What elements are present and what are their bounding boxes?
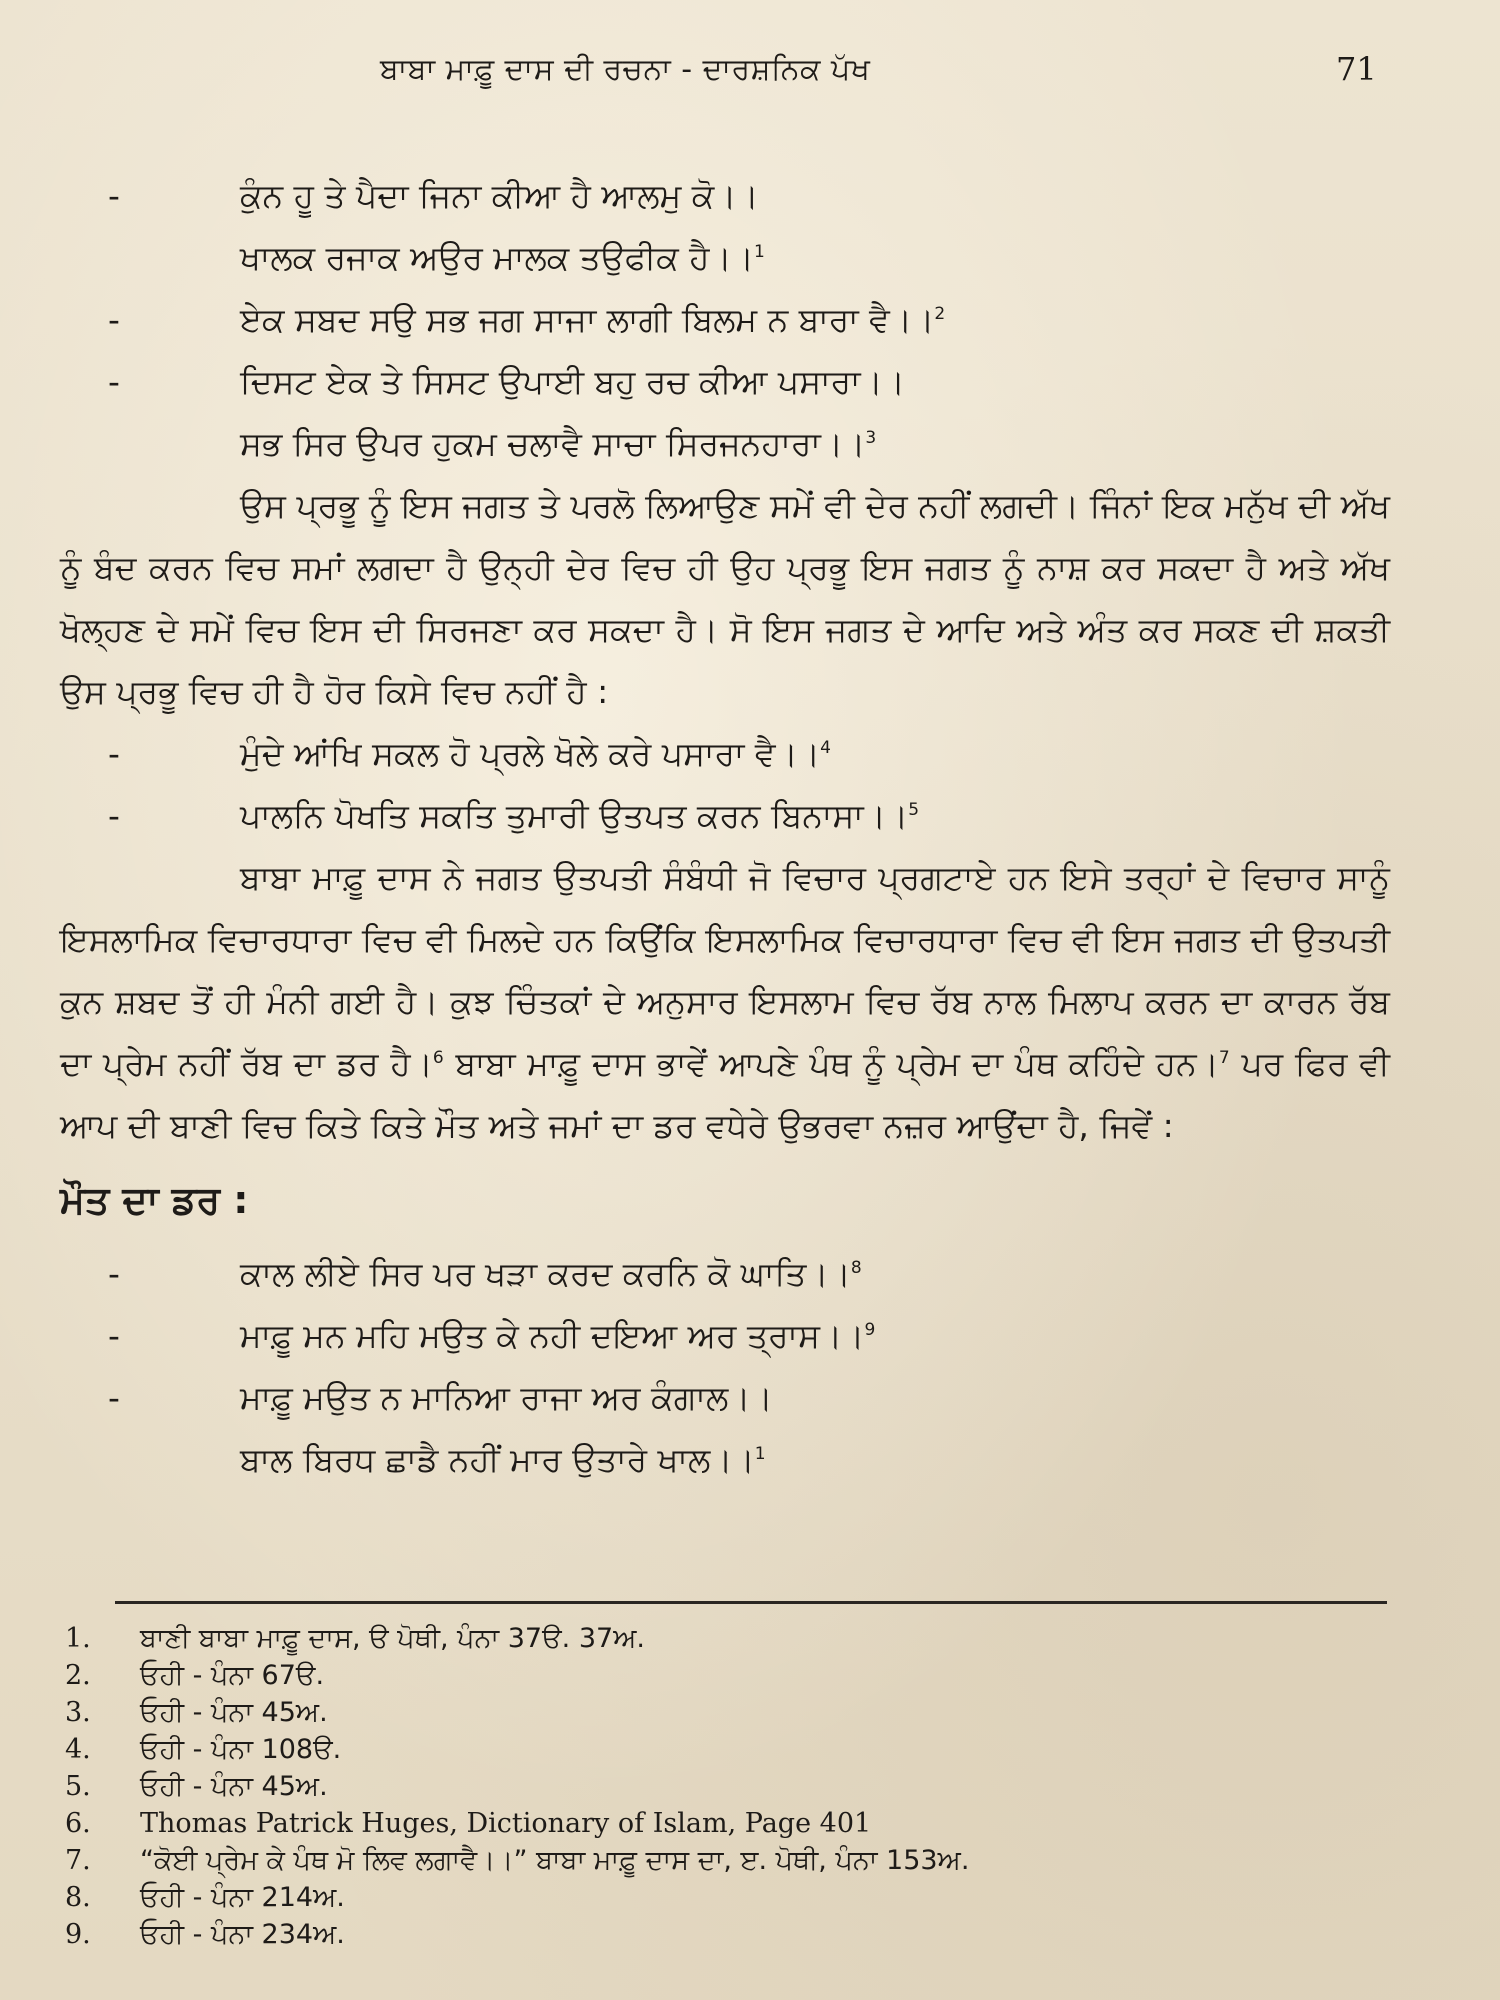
footnote-ref: 3: [865, 428, 877, 448]
verse-text: ਦਿਸਟ ਏਕ ਤੇ ਸਿਸਟ ਉਪਾਈ ਬਹੁ ਰਚ ਕੀਆ ਪਸਾਰਾ।।: [240, 362, 906, 401]
verse-line: [60, 227, 1390, 289]
footnote-text: “ਕੋਈ ਪ੍ਰੇਮ ਕੇ ਪੰਥ ਮੋ ਲਿਵ ਲਗਾਵੈ।।” ਬਾਬਾ ਮਾਫ਼ੂ ਦਾਸ ਦਾ, ੲ. ਪੋਥੀ, ਪੰਨਾ 153ਅ.: [140, 1845, 970, 1876]
verse-line: [60, 723, 1390, 785]
footnote-ref: 4: [820, 738, 831, 758]
verse-line: [60, 1367, 1390, 1429]
body-text: [60, 165, 1390, 1491]
verse-line: [60, 351, 1390, 413]
footnote-number: 4.: [65, 1734, 91, 1765]
footnote-number: 7.: [65, 1845, 91, 1876]
footnote-number: 2.: [65, 1660, 91, 1691]
verse-text: ਪਾਲਨਿ ਪੋਖਤਿ ਸਕਤਿ ਤੁਮਾਰੀ ਉਤਪਤ ਕਰਨ ਬਿਨਾਸਾ।।: [240, 796, 909, 835]
footnote-ref: 2: [934, 304, 946, 324]
footnote-number: 9.: [65, 1919, 91, 1950]
footnote-number: 5.: [65, 1771, 91, 1802]
page-number: 71: [1336, 50, 1377, 88]
footnote: [65, 1805, 1365, 1842]
verse-dash: -: [108, 1316, 120, 1355]
verse-line: [60, 1243, 1390, 1305]
footnote: [65, 1694, 1365, 1731]
footnote-text: ਓਹੀ - ਪੰਨਾ 234ਅ.: [140, 1919, 345, 1950]
footnote-text: ਓਹੀ - ਪੰਨਾ 108ੳ.: [140, 1734, 342, 1765]
paragraph-part: ਬਾਬਾ ਮਾਫ਼ੂ ਦਾਸ ਨੇ ਜਗਤ ਉਤਪਤੀ ਸੰਬੰਧੀ ਜੋ ਵਿਚਾਰ ਪ੍ਰਗਟਾਏ ਹਨ ਇਸੇ ਤਰ੍ਹਾਂ ਦੇ ਵਿਚਾਰ ਸਾਨੂੰ ਇਸਲਾਮਿਕ ਵਿਚਾਰਧਾਰਾ ਵਿਚ ਵੀ ਮਿਲਦੇ ਹਨ ਕਿਉਂਕਿ ਇਸਲਾਮਿਕ ਵਿਚਾਰਧਾਰਾ ਵਿਚ ਵੀ ਇਸ ਜਗਤ ਦੀ ਉਤਪਤੀ ਕੁਨ ਸ਼ਬਦ ਤੋਂ ਹੀ ਮੰਨੀ ਗਈ ਹੈ। ਕੁਝ ਚਿੰਤਕਾਂ ਦੇ ਅਨੁਸਾਰ ਇਸਲਾਮ ਵਿਚ ਰੱਬ ਨਾਲ ਮਿਲਾਪ ਕਰਨ ਦਾ ਕਾਰਨ ਰੱਬ ਦਾ ਪ੍ਰੇਮ ਨਹੀਂ ਰੱਬ ਦਾ ਡਰ ਹੈ।: [60, 858, 1390, 1083]
verse-line: [60, 785, 1390, 847]
footnote: [65, 1731, 1365, 1768]
verse-text: ਮਾਫ਼ੂ ਮਨ ਮਹਿ ਮਉਤ ਕੇ ਨਹੀ ਦਇਆ ਅਰ ਤ੍ਰਾਸ।।: [240, 1316, 865, 1355]
footnote-text: ਬਾਣੀ ਬਾਬਾ ਮਾਫ਼ੂ ਦਾਸ, ੳ ਪੋਥੀ, ਪੰਨਾ 37ੳ. 37ਅ.: [140, 1623, 645, 1654]
footnote-text: ਓਹੀ - ਪੰਨਾ 214ਅ.: [140, 1882, 345, 1913]
footnote-divider: [115, 1601, 1387, 1604]
footnote: [65, 1842, 1365, 1879]
footnote-number: 1.: [65, 1623, 91, 1654]
verse-dash: -: [108, 1254, 120, 1293]
verse-dash: -: [108, 1378, 120, 1417]
footnote-ref: 8: [850, 1258, 862, 1278]
verse-line: [60, 289, 1390, 351]
verse-text: ਕੁੰਨ ਹੂ ਤੇ ਪੈਦਾ ਜਿਨਾ ਕੀਆ ਹੈ ਆਲਮੁ ਕੋ।।: [240, 176, 759, 215]
paragraph-part: ਬਾਬਾ ਮਾਫ਼ੂ ਦਾਸ ਭਾਵੇਂ ਆਪਣੇ ਪੰਥ ਨੂੰ ਪ੍ਰੇਮ ਦਾ ਪੰਥ ਕਹਿੰਦੇ ਹਨ।: [443, 1044, 1219, 1083]
running-title: ਬਾਬਾ ਮਾਫ਼ੂ ਦਾਸ ਦੀ ਰਚਨਾ - ਦਾਰਸ਼ਨਿਕ ਪੱਖ: [380, 52, 871, 87]
footnote-ref: 5: [908, 800, 920, 820]
verse-text: ਮੁੰਦੇ ਆਂਖਿ ਸਕਲ ਹੋ ਪ੍ਰਲੇ ਖੋਲੇ ਕਰੇ ਪਸਾਰਾ ਵੈ।।: [240, 734, 821, 773]
footnote-number: 3.: [65, 1697, 91, 1728]
footnote-text: ਓਹੀ - ਪੰਨਾ 45ਅ.: [140, 1697, 328, 1728]
footnotes: [65, 1620, 1365, 1953]
footnote-text: ਓਹੀ - ਪੰਨਾ 45ਅ.: [140, 1771, 328, 1802]
footnote: [65, 1657, 1365, 1694]
footnote-ref: 9: [864, 1320, 876, 1340]
footnote-text: Thomas Patrick Huges, Dictionary of Islam, Page 401: [140, 1808, 872, 1839]
footnote: [65, 1879, 1365, 1916]
verse-text: ਬਾਲ ਬਿਰਧ ਛਾਡੈ ਨਹੀਂ ਮਾਰ ਉਤਾਰੇ ਖਾਲ।।: [240, 1440, 755, 1479]
verse-dash: -: [108, 300, 120, 339]
footnote: [65, 1620, 1365, 1657]
footnote-text: ਓਹੀ - ਪੰਨਾ 67ੳ.: [140, 1660, 325, 1691]
footnote: [65, 1916, 1365, 1953]
footnote-ref: 1: [754, 1444, 766, 1464]
footnote-number: 6.: [65, 1808, 91, 1839]
verse-text: ਖਾਲਕ ਰਜਾਕ ਅਉਰ ਮਾਲਕ ਤਉਫੀਕ ਹੈ।।: [240, 238, 754, 277]
footnote-ref: 7: [1218, 1048, 1230, 1068]
verse-line: [60, 1305, 1390, 1367]
verse-line: [60, 1429, 1390, 1491]
paragraph-part: ਪਰ ਫਿਰ ਵੀ ਆਪ ਦੀ ਬਾਣੀ ਵਿਚ ਕਿਤੇ ਕਿਤੇ ਮੌਤ ਅਤੇ ਜਮਾਂ ਦਾ ਡਰ ਵਧੇਰੇ ਉਭਰਵਾ ਨਜ਼ਰ ਆਉਂਦਾ ਹੈ, ਜਿਵੇਂ :: [60, 1044, 1390, 1145]
verse-line: [60, 413, 1390, 475]
verse-text: ਏਕ ਸਬਦ ਸਉ ਸਭ ਜਗ ਸਾਜਾ ਲਾਗੀ ਬਿਲਮ ਨ ਬਾਰਾ ਵੈ।।: [240, 300, 935, 339]
verse-line: [60, 165, 1390, 227]
verse-text: ਮਾਫ਼ੂ ਮਉਤ ਨ ਮਾਨਿਆ ਰਾਜਾ ਅਰ ਕੰਗਾਲ।।: [240, 1378, 773, 1417]
verse-dash: -: [108, 796, 120, 835]
footnote: [65, 1768, 1365, 1805]
verse-dash: -: [108, 362, 120, 401]
footnote-ref: 1: [753, 242, 765, 262]
footnote-ref: 6: [432, 1048, 444, 1068]
footnote-number: 8.: [65, 1882, 91, 1913]
verse-text: ਕਾਲ ਲੀਏ ਸਿਰ ਪਰ ਖੜਾ ਕਰਦ ਕਰਨਿ ਕੋ ਘਾਤਿ।।: [240, 1254, 851, 1293]
verse-dash: -: [108, 176, 120, 215]
verse-dash: -: [108, 734, 120, 773]
verse-text: ਸਭ ਸਿਰ ਉਪਰ ਹੁਕਮ ਚਲਾਵੈ ਸਾਚਾ ਸਿਰਜਨਹਾਰਾ।।: [240, 424, 866, 463]
section-heading: ਮੌਤ ਦਾ ਡਰ :: [60, 1178, 249, 1222]
paragraph-creation: ਉਸ ਪ੍ਰਭੂ ਨੂੰ ਇਸ ਜਗਤ ਤੇ ਪਰਲੋ ਲਿਆਉਣ ਸਮੇਂ ਵੀ ਦੇਰ ਨਹੀਂ ਲਗਦੀ। ਜਿੰਨਾਂ ਇਕ ਮਨੁੱਖ ਦੀ ਅੱਖ ਨੂੰ ਬੰਦ ਕਰਨ ਵਿਚ ਸਮਾਂ ਲਗਦਾ ਹੈ ਉਨ੍ਹੀ ਦੇਰ ਵਿਚ ਹੀ ਉਹ ਪ੍ਰਭੂ ਇਸ ਜਗਤ ਨੂੰ ਨਾਸ਼ ਕਰ ਸਕਦਾ ਹੈ ਅਤੇ ਅੱਖ ਖੋਲ੍ਹਣ ਦੇ ਸਮੇਂ ਵਿਚ ਇਸ ਦੀ ਸਿਰਜਣਾ ਕਰ ਸਕਦਾ ਹੈ। ਸੋ ਇਸ ਜਗਤ ਦੇ ਆਦਿ ਅਤੇ ਅੰਤ ਕਰ ਸਕਣ ਦੀ ਸ਼ਕਤੀ ਉਸ ਪ੍ਰਭੂ ਵਿਚ ਹੀ ਹੈ ਹੋਰ ਕਿਸੇ ਵਿਚ ਨਹੀਂ ਹੈ :: [60, 486, 1390, 711]
paragraph-islamic-thought: [60, 847, 1390, 1157]
